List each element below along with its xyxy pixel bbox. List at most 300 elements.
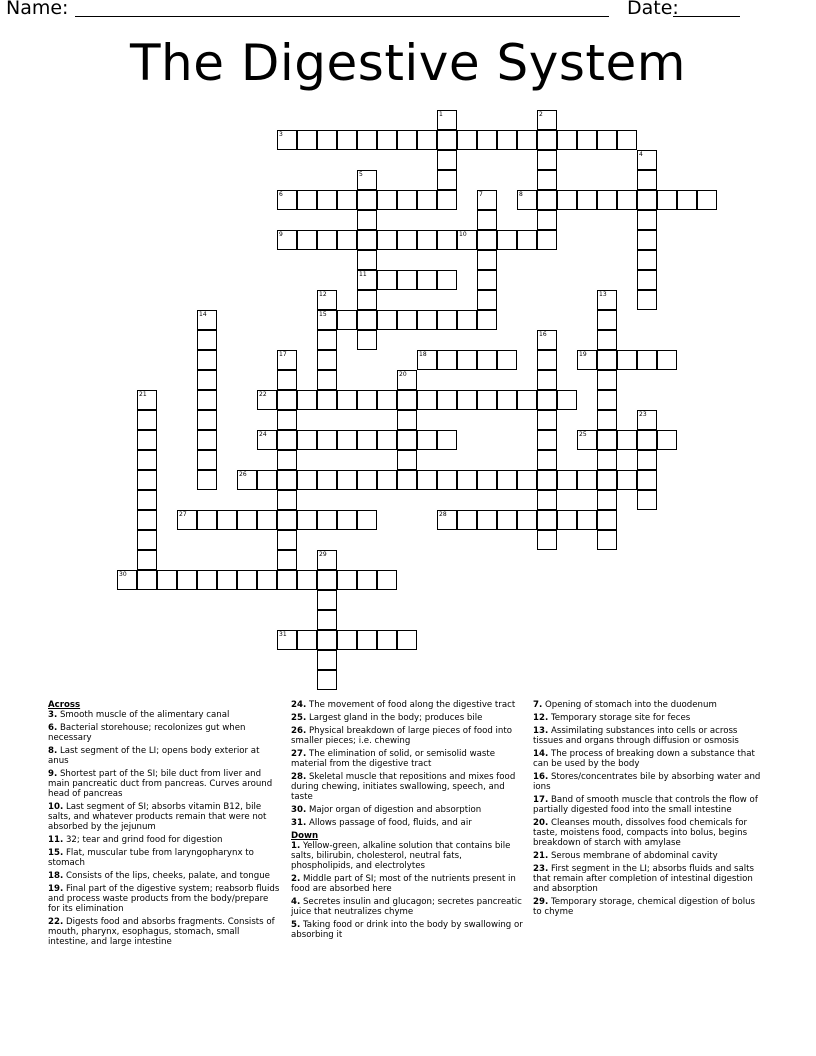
grid-cell[interactable] <box>597 470 617 490</box>
grid-cell[interactable] <box>197 350 217 370</box>
grid-cell[interactable] <box>317 130 337 150</box>
grid-cell[interactable] <box>357 250 377 270</box>
grid-cell[interactable] <box>137 490 157 510</box>
grid-cell[interactable] <box>277 470 297 490</box>
clue-text: Assimilating substances into cells or across tissues and organs through diffusion or osmosis <box>533 726 739 746</box>
grid-cell[interactable] <box>417 190 437 210</box>
date-label: Date: <box>627 0 679 19</box>
grid-cell[interactable] <box>517 470 537 490</box>
grid-cell[interactable] <box>417 390 437 410</box>
grid-cell[interactable] <box>357 510 377 530</box>
grid-cell[interactable] <box>277 450 297 470</box>
grid-cell[interactable] <box>657 350 677 370</box>
grid-cell[interactable] <box>277 570 297 590</box>
clue-text: Cleanses mouth, dissolves food chemicals for taste, moistens food, compacts into bolus, begins breakdown of starch with amylase <box>533 818 748 848</box>
grid-cell[interactable] <box>477 390 497 410</box>
clue-text: Middle part of SI; most of the nutrients present in food are absorbed here <box>291 874 516 894</box>
grid-cell[interactable] <box>357 310 377 330</box>
grid-cell[interactable] <box>397 370 417 390</box>
grid-cell[interactable] <box>557 390 577 410</box>
grid-cell[interactable] <box>537 130 557 150</box>
grid-cell[interactable] <box>277 490 297 510</box>
grid-cell[interactable] <box>597 510 617 530</box>
down-clue <box>291 920 523 940</box>
grid-cell[interactable] <box>377 310 397 330</box>
grid-cell[interactable] <box>437 430 457 450</box>
grid-cell[interactable] <box>697 190 717 210</box>
grid-cell[interactable] <box>277 370 297 390</box>
grid-cell[interactable] <box>137 450 157 470</box>
clue-number: 14. <box>533 749 549 759</box>
grid-cell[interactable] <box>137 510 157 530</box>
grid-cell[interactable] <box>357 630 377 650</box>
grid-cell[interactable] <box>677 190 697 210</box>
grid-cell[interactable] <box>597 430 617 450</box>
grid-cell[interactable] <box>537 410 557 430</box>
grid-cell[interactable] <box>537 330 557 350</box>
grid-cell[interactable] <box>177 570 197 590</box>
clue-number: 5. <box>291 920 301 930</box>
grid-cell[interactable] <box>317 230 337 250</box>
grid-cell[interactable] <box>617 190 637 210</box>
grid-cell[interactable] <box>637 470 657 490</box>
clue-number: 3 <box>279 131 283 138</box>
clue-text: Bacterial storehouse; recolonizes gut when necessary <box>48 723 246 743</box>
grid-cell[interactable] <box>297 570 317 590</box>
grid-cell[interactable] <box>437 130 457 150</box>
grid-cell[interactable] <box>257 390 277 410</box>
across-clue <box>48 884 280 914</box>
grid-cell[interactable] <box>617 350 637 370</box>
grid-cell[interactable] <box>637 410 657 430</box>
grid-cell[interactable] <box>137 410 157 430</box>
grid-cell[interactable] <box>197 390 217 410</box>
grid-cell[interactable] <box>157 570 177 590</box>
grid-cell[interactable] <box>537 470 557 490</box>
grid-cell[interactable] <box>377 630 397 650</box>
grid-cell[interactable] <box>277 130 297 150</box>
grid-cell[interactable] <box>297 130 317 150</box>
grid-cell[interactable] <box>257 470 277 490</box>
across-clue <box>48 802 280 832</box>
grid-cell[interactable] <box>477 350 497 370</box>
grid-cell[interactable] <box>137 550 157 570</box>
grid-cell[interactable] <box>477 210 497 230</box>
grid-cell[interactable] <box>537 510 557 530</box>
clue-number: 27 <box>179 511 187 518</box>
grid-cell[interactable] <box>357 330 377 350</box>
down-heading: Down <box>291 831 319 841</box>
clue-number: 26 <box>239 471 247 478</box>
clue-text: Taking food or drink into the body by swallowing or absorbing it <box>291 920 523 940</box>
grid-cell[interactable] <box>317 350 337 370</box>
grid-cell[interactable] <box>357 430 377 450</box>
grid-cell[interactable] <box>397 230 417 250</box>
grid-cell[interactable] <box>217 510 237 530</box>
clue-text: Allows passage of food, fluids, and air <box>306 818 472 828</box>
grid-cell[interactable] <box>617 470 637 490</box>
grid-cell[interactable] <box>337 510 357 530</box>
grid-cell[interactable] <box>317 390 337 410</box>
grid-cell[interactable] <box>317 630 337 650</box>
grid-cell[interactable] <box>477 510 497 530</box>
grid-cell[interactable] <box>497 130 517 150</box>
grid-cell[interactable] <box>577 350 597 370</box>
grid-cell[interactable] <box>437 190 457 210</box>
grid-cell[interactable] <box>637 450 657 470</box>
grid-cell[interactable] <box>537 190 557 210</box>
grid-cell[interactable] <box>237 510 257 530</box>
clue-text: Final part of the digestive system; reabsorb fluids and process waste products from the body/prepare for its elimination <box>48 884 280 914</box>
grid-cell[interactable] <box>237 570 257 590</box>
grid-cell[interactable] <box>537 370 557 390</box>
clue-number: 9. <box>48 769 58 779</box>
down-clue <box>533 749 765 769</box>
grid-cell[interactable] <box>497 390 517 410</box>
grid-cell[interactable] <box>537 430 557 450</box>
grid-cell[interactable] <box>557 510 577 530</box>
clue-number: 5 <box>359 171 363 178</box>
grid-cell[interactable] <box>257 510 277 530</box>
clue-number: 31. <box>291 818 307 828</box>
grid-cell[interactable] <box>297 430 317 450</box>
grid-cell[interactable] <box>337 230 357 250</box>
grid-cell[interactable] <box>417 310 437 330</box>
grid-cell[interactable] <box>537 110 557 130</box>
grid-cell[interactable] <box>457 390 477 410</box>
grid-cell[interactable] <box>277 530 297 550</box>
grid-cell[interactable] <box>197 570 217 590</box>
grid-cell[interactable] <box>457 470 477 490</box>
grid-cell[interactable] <box>457 130 477 150</box>
grid-cell[interactable] <box>377 430 397 450</box>
clue-number: 31 <box>279 631 287 638</box>
grid-cell[interactable] <box>577 470 597 490</box>
grid-cell[interactable] <box>117 570 137 590</box>
clue-text: Physical breakdown of large pieces of food into smaller pieces; i.e. chewing <box>291 726 512 746</box>
grid-cell[interactable] <box>597 190 617 210</box>
down-clue <box>533 700 765 710</box>
grid-cell[interactable] <box>177 510 197 530</box>
grid-cell[interactable] <box>337 570 357 590</box>
clue-number: 19 <box>579 351 587 358</box>
grid-cell[interactable] <box>317 570 337 590</box>
grid-cell[interactable] <box>297 190 317 210</box>
down-clue <box>291 841 523 871</box>
grid-cell[interactable] <box>197 450 217 470</box>
grid-cell[interactable] <box>357 210 377 230</box>
grid-cell[interactable] <box>517 510 537 530</box>
grid-cell[interactable] <box>277 410 297 430</box>
grid-cell[interactable] <box>477 230 497 250</box>
grid-cell[interactable] <box>417 430 437 450</box>
grid-cell[interactable] <box>597 350 617 370</box>
grid-cell[interactable] <box>317 370 337 390</box>
grid-cell[interactable] <box>377 570 397 590</box>
grid-cell[interactable] <box>137 570 157 590</box>
grid-cell[interactable] <box>317 290 337 310</box>
grid-cell[interactable] <box>637 210 657 230</box>
grid-cell[interactable] <box>277 630 297 650</box>
grid-cell[interactable] <box>477 270 497 290</box>
grid-cell[interactable] <box>477 250 497 270</box>
grid-cell[interactable] <box>337 130 357 150</box>
across-clue <box>48 848 280 868</box>
clue-text: Largest gland in the body; produces bile <box>306 713 483 723</box>
grid-cell[interactable] <box>597 130 617 150</box>
clue-text: Yellow-green, alkaline solution that contains bile salts, bilirubin, cholesterol, neutral fats, phospholipids, and electrolytes <box>291 841 511 871</box>
clue-number: 18 <box>419 351 427 358</box>
grid-cell[interactable] <box>537 150 557 170</box>
grid-cell[interactable] <box>337 630 357 650</box>
grid-cell[interactable] <box>397 310 417 330</box>
grid-cell[interactable] <box>657 190 677 210</box>
grid-cell[interactable] <box>277 230 297 250</box>
grid-cell[interactable] <box>337 310 357 330</box>
grid-cell[interactable] <box>377 390 397 410</box>
grid-cell[interactable] <box>477 310 497 330</box>
grid-cell[interactable] <box>397 190 417 210</box>
clue-number: 21 <box>139 391 147 398</box>
grid-cell[interactable] <box>557 470 577 490</box>
across-clue <box>48 746 280 766</box>
grid-cell[interactable] <box>197 370 217 390</box>
grid-cell[interactable] <box>597 490 617 510</box>
grid-cell[interactable] <box>277 350 297 370</box>
grid-cell[interactable] <box>317 310 337 330</box>
clue-text: Secretes insulin and glucagon; secretes pancreatic juice that neutralizes chyme <box>291 897 522 917</box>
grid-cell[interactable] <box>377 470 397 490</box>
grid-cell[interactable] <box>577 430 597 450</box>
grid-cell[interactable] <box>637 490 657 510</box>
grid-cell[interactable] <box>357 470 377 490</box>
grid-cell[interactable] <box>357 230 377 250</box>
grid-cell[interactable] <box>257 430 277 450</box>
grid-cell[interactable] <box>397 630 417 650</box>
grid-cell[interactable] <box>377 230 397 250</box>
clue-number: 14 <box>199 311 207 318</box>
grid-cell[interactable] <box>357 570 377 590</box>
down-clue <box>291 874 523 894</box>
grid-cell[interactable] <box>357 290 377 310</box>
clue-number: 17 <box>279 351 287 358</box>
grid-cell[interactable] <box>437 390 457 410</box>
grid-cell[interactable] <box>537 210 557 230</box>
clue-number: 30 <box>119 571 127 578</box>
grid-cell[interactable] <box>397 430 417 450</box>
grid-cell[interactable] <box>577 190 597 210</box>
grid-cell[interactable] <box>357 190 377 210</box>
grid-cell[interactable] <box>437 310 457 330</box>
grid-cell[interactable] <box>397 390 417 410</box>
grid-cell[interactable] <box>317 590 337 610</box>
clue-text: Skeletal muscle that repositions and mixes food during chewing, initiates swallowing, speech, and taste <box>291 772 516 802</box>
grid-cell[interactable] <box>537 230 557 250</box>
grid-cell[interactable] <box>437 110 457 130</box>
grid-cell[interactable] <box>537 390 557 410</box>
grid-cell[interactable] <box>497 230 517 250</box>
grid-cell[interactable] <box>537 490 557 510</box>
clue-text: Shortest part of the SI; bile duct from liver and main pancreatic duct from pancreas. Curves around head of pancreas <box>48 769 273 799</box>
grid-cell[interactable] <box>197 470 217 490</box>
grid-cell[interactable] <box>197 510 217 530</box>
grid-cell[interactable] <box>597 330 617 350</box>
clue-number: 15. <box>48 848 64 858</box>
grid-cell[interactable] <box>557 130 577 150</box>
grid-cell[interactable] <box>437 230 457 250</box>
grid-cell[interactable] <box>377 130 397 150</box>
across-clue <box>291 700 523 710</box>
grid-cell[interactable] <box>637 170 657 190</box>
grid-cell[interactable] <box>517 390 537 410</box>
grid-cell[interactable] <box>417 270 437 290</box>
grid-cell[interactable] <box>297 630 317 650</box>
grid-cell[interactable] <box>397 450 417 470</box>
grid-cell[interactable] <box>597 410 617 430</box>
grid-cell[interactable] <box>137 390 157 410</box>
grid-cell[interactable] <box>197 410 217 430</box>
grid-cell[interactable] <box>397 270 417 290</box>
grid-cell[interactable] <box>337 470 357 490</box>
grid-cell[interactable] <box>137 470 157 490</box>
grid-cell[interactable] <box>457 350 477 370</box>
grid-cell[interactable] <box>297 390 317 410</box>
grid-cell[interactable] <box>397 470 417 490</box>
grid-cell[interactable] <box>277 190 297 210</box>
grid-cell[interactable] <box>377 270 397 290</box>
grid-cell[interactable] <box>477 190 497 210</box>
grid-cell[interactable] <box>437 170 457 190</box>
grid-cell[interactable] <box>597 390 617 410</box>
down-clue <box>533 772 765 792</box>
grid-cell[interactable] <box>517 130 537 150</box>
grid-cell[interactable] <box>357 130 377 150</box>
grid-cell[interactable] <box>317 510 337 530</box>
grid-cell[interactable] <box>617 430 637 450</box>
grid-cell[interactable] <box>497 350 517 370</box>
grid-cell[interactable] <box>577 510 597 530</box>
clue-text: Opening of stomach into the duodenum <box>542 700 717 710</box>
grid-cell[interactable] <box>517 230 537 250</box>
grid-cell[interactable] <box>317 330 337 350</box>
grid-cell[interactable] <box>317 610 337 630</box>
grid-cell[interactable] <box>437 350 457 370</box>
grid-cell[interactable] <box>597 310 617 330</box>
grid-cell[interactable] <box>457 230 477 250</box>
clue-number: 23 <box>639 411 647 418</box>
grid-cell[interactable] <box>317 550 337 570</box>
clue-number: 6 <box>279 191 283 198</box>
grid-cell[interactable] <box>357 170 377 190</box>
grid-cell[interactable] <box>237 470 257 490</box>
grid-cell[interactable] <box>637 290 657 310</box>
grid-cell[interactable] <box>277 510 297 530</box>
grid-cell[interactable] <box>517 190 537 210</box>
grid-cell[interactable] <box>537 170 557 190</box>
grid-cell[interactable] <box>317 650 337 670</box>
grid-cell[interactable] <box>637 250 657 270</box>
grid-cell[interactable] <box>317 430 337 450</box>
grid-cell[interactable] <box>497 470 517 490</box>
grid-cell[interactable] <box>357 390 377 410</box>
grid-cell[interactable] <box>357 270 377 290</box>
grid-cell[interactable] <box>437 470 457 490</box>
clue-text: Smooth muscle of the alimentary canal <box>57 710 230 720</box>
grid-cell[interactable] <box>277 390 297 410</box>
clue-text: Temporary storage, chemical digestion of bolus to chyme <box>533 897 756 917</box>
grid-cell[interactable] <box>217 570 237 590</box>
grid-cell[interactable] <box>277 550 297 570</box>
grid-cell[interactable] <box>397 130 417 150</box>
grid-cell[interactable] <box>337 430 357 450</box>
grid-cell[interactable] <box>277 430 297 450</box>
grid-cell[interactable] <box>297 230 317 250</box>
grid-cell[interactable] <box>637 430 657 450</box>
grid-cell[interactable] <box>137 430 157 450</box>
grid-cell[interactable] <box>537 350 557 370</box>
grid-cell[interactable] <box>297 510 317 530</box>
grid-cell[interactable] <box>377 190 397 210</box>
grid-cell[interactable] <box>397 410 417 430</box>
grid-cell[interactable] <box>417 130 437 150</box>
grid-cell[interactable] <box>477 290 497 310</box>
grid-cell[interactable] <box>477 470 497 490</box>
grid-cell[interactable] <box>637 150 657 170</box>
grid-cell[interactable] <box>577 130 597 150</box>
grid-cell[interactable] <box>257 570 277 590</box>
grid-cell[interactable] <box>457 310 477 330</box>
grid-cell[interactable] <box>637 270 657 290</box>
grid-cell[interactable] <box>317 190 337 210</box>
grid-cell[interactable] <box>657 430 677 450</box>
grid-cell[interactable] <box>297 470 317 490</box>
grid-cell[interactable] <box>497 510 517 530</box>
grid-cell[interactable] <box>537 450 557 470</box>
grid-cell[interactable] <box>417 230 437 250</box>
grid-cell[interactable] <box>197 310 217 330</box>
grid-cell[interactable] <box>317 670 337 690</box>
clue-number: 27. <box>291 749 307 759</box>
grid-cell[interactable] <box>197 430 217 450</box>
grid-cell[interactable] <box>197 330 217 350</box>
grid-cell[interactable] <box>637 230 657 250</box>
grid-cell[interactable] <box>597 530 617 550</box>
grid-cell[interactable] <box>337 390 357 410</box>
grid-cell[interactable] <box>337 190 357 210</box>
grid-cell[interactable] <box>637 350 657 370</box>
grid-cell[interactable] <box>437 150 457 170</box>
grid-cell[interactable] <box>477 130 497 150</box>
clue-number: 9 <box>279 231 283 238</box>
grid-cell[interactable] <box>597 370 617 390</box>
grid-cell[interactable] <box>537 530 557 550</box>
clue-number: 16. <box>533 772 549 782</box>
grid-cell[interactable] <box>137 530 157 550</box>
grid-cell[interactable] <box>457 510 477 530</box>
across-clue <box>291 818 523 828</box>
clue-number: 11 <box>359 271 367 278</box>
grid-cell[interactable] <box>597 450 617 470</box>
grid-cell[interactable] <box>417 470 437 490</box>
grid-cell[interactable] <box>617 130 637 150</box>
grid-cell[interactable] <box>417 350 437 370</box>
grid-cell[interactable] <box>557 190 577 210</box>
grid-cell[interactable] <box>437 270 457 290</box>
grid-cell[interactable] <box>637 190 657 210</box>
grid-cell[interactable] <box>597 290 617 310</box>
grid-cell[interactable] <box>317 470 337 490</box>
grid-cell[interactable] <box>437 510 457 530</box>
